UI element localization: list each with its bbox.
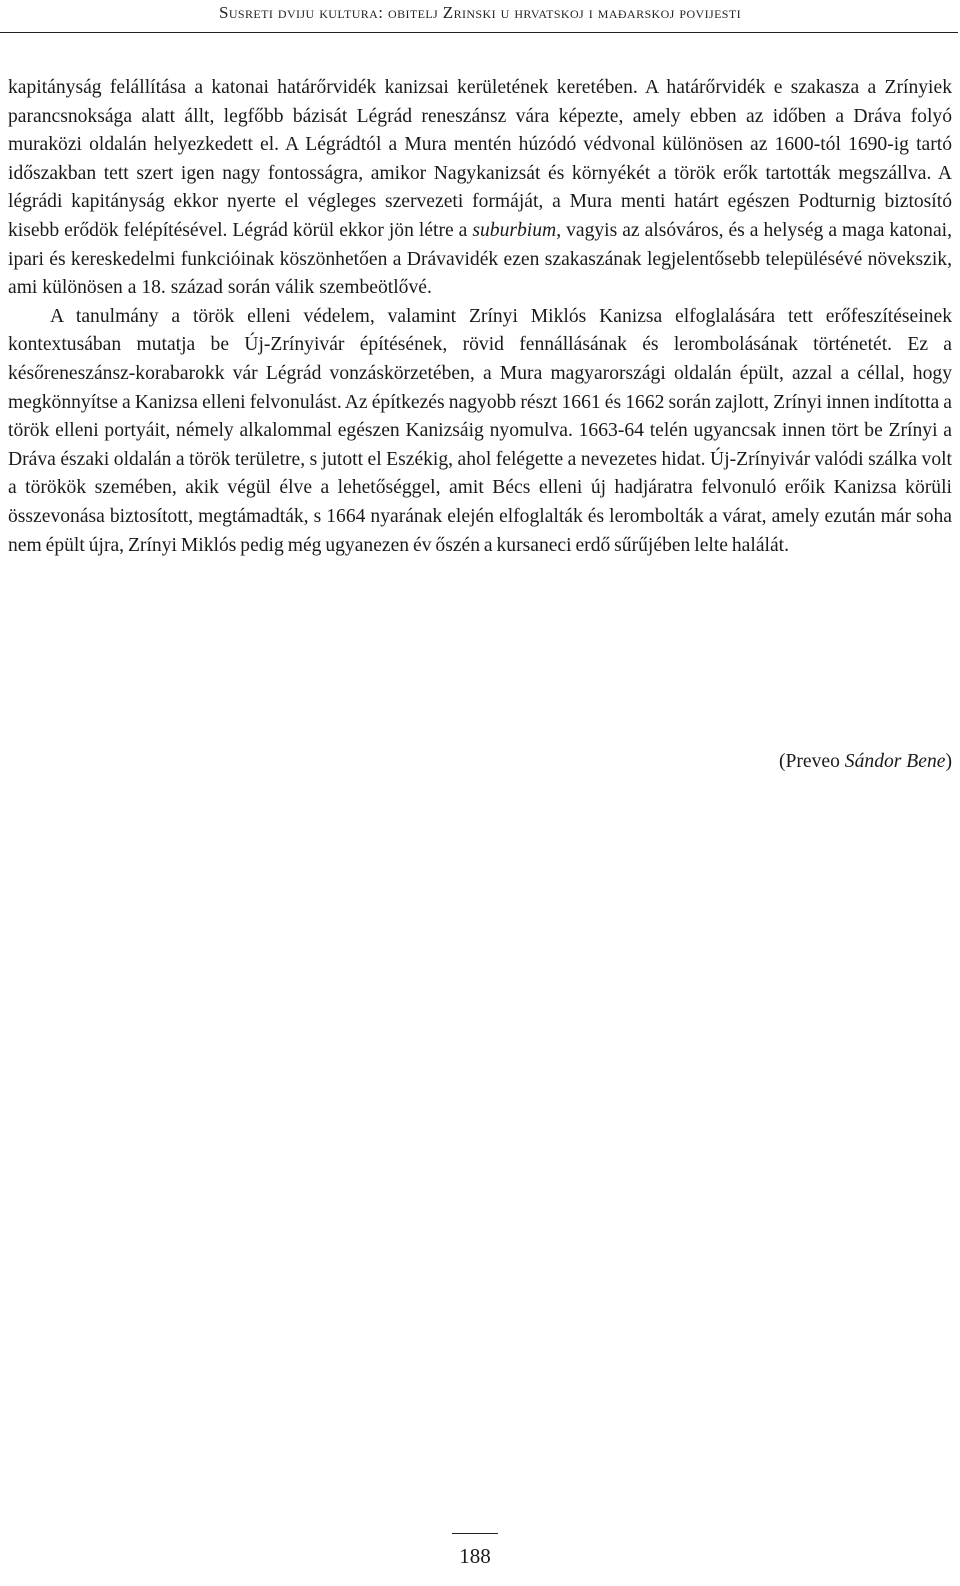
translator-credit [779,748,952,777]
header-divider [0,32,958,33]
paragraph-1-text-start: kapitányság felállítása a katonai határőrvidék kanizsai kerületének keretében. A határőrvidék e szakasza a Zrínyiek parancsnoksága alatt állt, legfőbb bázisát Légrád reneszánsz vára képezte, amely ebben az időben a Dráva folyó muraközi oldalán helyezkedett el. A Légrádtól a Mura mentén húzódó védvonal különösen az 1600-tól 1690-ig tartó időszakban tett szert igen nagy fontosságra, amikor Nagykanizsát és környékét a török erők tartották megszállva. A légrádi kapitányság ekkor nyerte el végleges szervezeti formáját, a Mura menti határt egészen Podturnig biztosító kisebb erődök felépítésével. Légrád körül ekkor jön létre a [8,77,952,241]
running-head: Susreti dviju kultura: obitelj Zrinski u hrvatskoj i mađarskoj povijesti [218,3,741,22]
credit-open: (Preveo [778,751,845,772]
page-number: 188 [459,1544,491,1568]
paragraph-1 [8,74,952,303]
paragraph-2: A tanulmány a török elleni védelem, valamint Zrínyi Miklós Kanizsa elfoglalására tett erőfeszítéseinek kontextusában mutatja be Új-Zrínyivár építésének, rövid fennállásának és lerombolásának történetét. Ez a későreneszánsz-korabarokk vár Légrád vonzáskörzetében, a Mura magyarországi oldalán épült, azzal a céllal, hogy megkönnyítse a Kanizsa elleni felvonulást. Az építkezés nagyobb részt 1661 és 1662 során zajlott, Zrínyi innen indította a török elleni portyáit, némely alkalommal egészen Kanizsáig nyomulva. 1663-64 telén ugyancsak innen tört be Zrínyi a Dráva északi oldalán a török területre, s jutott el Eszékig, ahol felégette a nevezetes hidat. Új-Zrínyivár valódi szálka volt a törökök szemében, akik végül élve a lehetőséggel, amit Bécs elleni új hadjáratra felvonuló erőik Kanizsa körüli összevonása biztosított, megtámadták, s 1664 nyarának elején elfoglalták és lerombolták a várat, amely ezután már soha nem épült újra, Zrínyi Miklós pedig még ugyanezen év őszén a kursaneci erdő sűrűjében lelte halálát. [8,305,952,556]
credit-close: ) [945,751,952,772]
translator-name: Sándor Bene [844,751,946,772]
footer-divider [452,1533,498,1534]
paragraph-1-text-end: , vagyis az alsóváros, és a helység a maga katonai, ipari és kereskedelmi funkcióinak köszönhetően a Drávavidék ezen szakaszának legjelentősebb településévé növekszik, ami különösen a 18. század során válik szembeötlővé. [8,219,952,299]
italic-term: suburbium [472,219,557,241]
article-body [8,74,952,560]
